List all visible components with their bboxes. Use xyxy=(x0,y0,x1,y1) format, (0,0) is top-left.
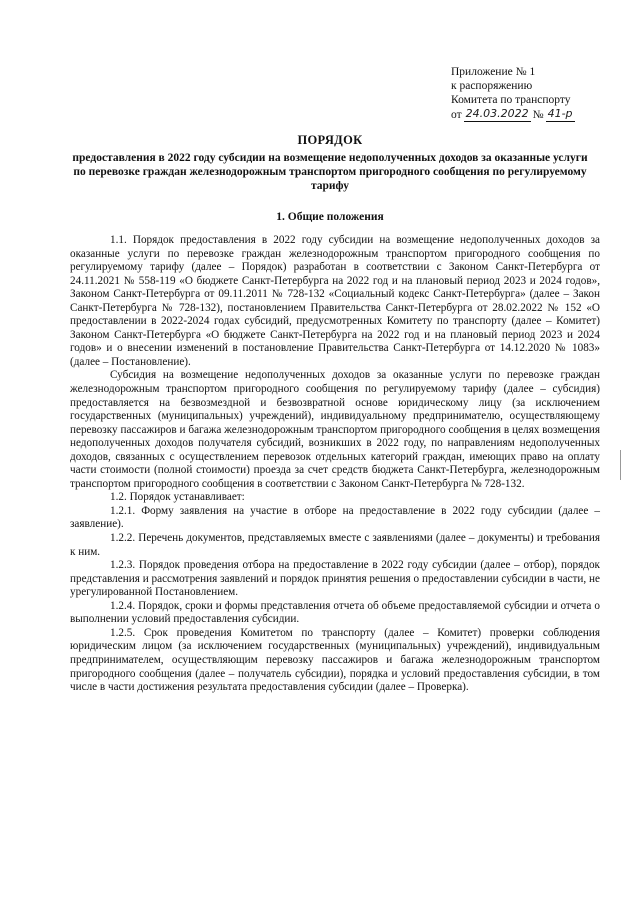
paragraph: 1.2. Порядок устанавливает: xyxy=(110,491,245,504)
section-heading: 1. Общие положения xyxy=(276,211,384,223)
document-subtitle: предоставления в 2022 году субсидии на возмещение недополученных доходов за оказанные услуги по перевозке граждан железнодорожным транспортом пригородного сообщения по регулируемому тарифу xyxy=(72,152,588,192)
ref-prefix: от xyxy=(451,109,462,121)
paragraph: 1.2.3. Порядок проведения отбора на предоставление в 2022 году субсидии (далее – отбор), порядок представления и рассмотрения заявлений и порядок принятия решения о предоставлении субсидии в части, не урегулированной Постановлением. xyxy=(70,559,600,599)
paragraph: 1.2.2. Перечень документов, представляемых вместе с заявлениями (далее – документы) и требования к ним. xyxy=(70,532,600,558)
appendix-reference xyxy=(451,107,621,122)
ref-date: 24.03.2022 xyxy=(465,107,529,120)
document-body xyxy=(70,234,600,695)
ref-number-label: № xyxy=(532,109,544,121)
ref-number: 41-р xyxy=(547,107,573,120)
paragraph: Субсидия на возмещение недополученных доходов за оказанные услуги по перевозке граждан железнодорожным транспортом пригородного сообщения по регулируемому тарифу (далее – субсидия) предоставляется на безвозмездной и безвозвратной основе юридическому лицу (за исключением государственных (муниципальных) учреждений), индивидуальному предпринимателю, осуществляющему перевозку пассажиров и багажа железнодорожным транспортом пригородного сообщения в целях возмещения недополученных доходов получателя субсидий, возникших в 2022 году, по направлениям недополученных доходов, связанных с осуществлением перевозок отдельных категорий граждан, имеющих право на оплату части стоимости (полной стоимости) проезда за счет средств бюджета Санкт-Петербурга, железнодорожным транспортом пригородного сообщения в соответствии с Законом Санкт-Петербурга № 728-132. xyxy=(70,369,600,490)
paragraph: 1.2.1. Форму заявления на участие в отборе на предоставление в 2022 году субсидии (далее – заявление). xyxy=(70,504,600,531)
appendix-line-3: Комитета по транспорту xyxy=(451,94,571,106)
appendix-block xyxy=(451,65,621,122)
appendix-line-1: Приложение № 1 xyxy=(451,66,536,78)
document-title: ПОРЯДОК xyxy=(297,133,363,147)
paragraph: 1.2.4. Порядок, сроки и формы представления отчета об объеме предоставляемой субсидии и отчета о выполнении условий предоставления субсидии. xyxy=(70,599,600,626)
paragraph: 1.1. Порядок предоставления в 2022 году субсидии на возмещение недополученных доходов за оказанные услуги по перевозке граждан железнодорожным транспортом пригородного сообщения по регулируемому тарифу (далее – Порядок) разработан в соответствии с Законом Санкт-Петербурга от 24.11.2021 № 558-119 «О бюджете Санкт-Петербурга на 2022 год и на плановый период 2023 и 2024 годов», Законом Санкт-Петербурга от 09.11.2011 № 728-132 «Социальный кодекс Санкт-Петербурга» (далее – Закон Санкт-Петербурга № 728-132), постановлением Правительства Санкт-Петербурга от 28.02.2022 № 152 «О предоставлении в 2022-2024 годах субсидий, предусмотренных Комитету по транспорту (далее – Комитет) Законом Санкт-Петербурга «О бюджете Санкт-Петербурга на 2022 год и на плановый период 2023 и 2024 годов» и о внесении изменений в постановление Правительства Санкт-Петербурга от 14.12.2020 № 1083» (далее – Постановление). xyxy=(70,234,600,368)
scan-edge-mark xyxy=(620,450,623,480)
appendix-line-2: к распоряжению xyxy=(451,80,533,92)
paragraph: 1.2.5. Срок проведения Комитетом по транспорту (далее – Комитет) проверки соблюдения юридическим лицом (за исключением государственных (муниципальных) учреждений), индивидуальным предпринимателем, осуществляющим перевозку пассажиров и багажа железнодорожным транспортом пригородного сообщения (далее – получатель субсидии), порядка и условий предоставления субсидии, в том числе в части достижения результата предоставления субсидии (далее – Проверка). xyxy=(70,626,600,694)
